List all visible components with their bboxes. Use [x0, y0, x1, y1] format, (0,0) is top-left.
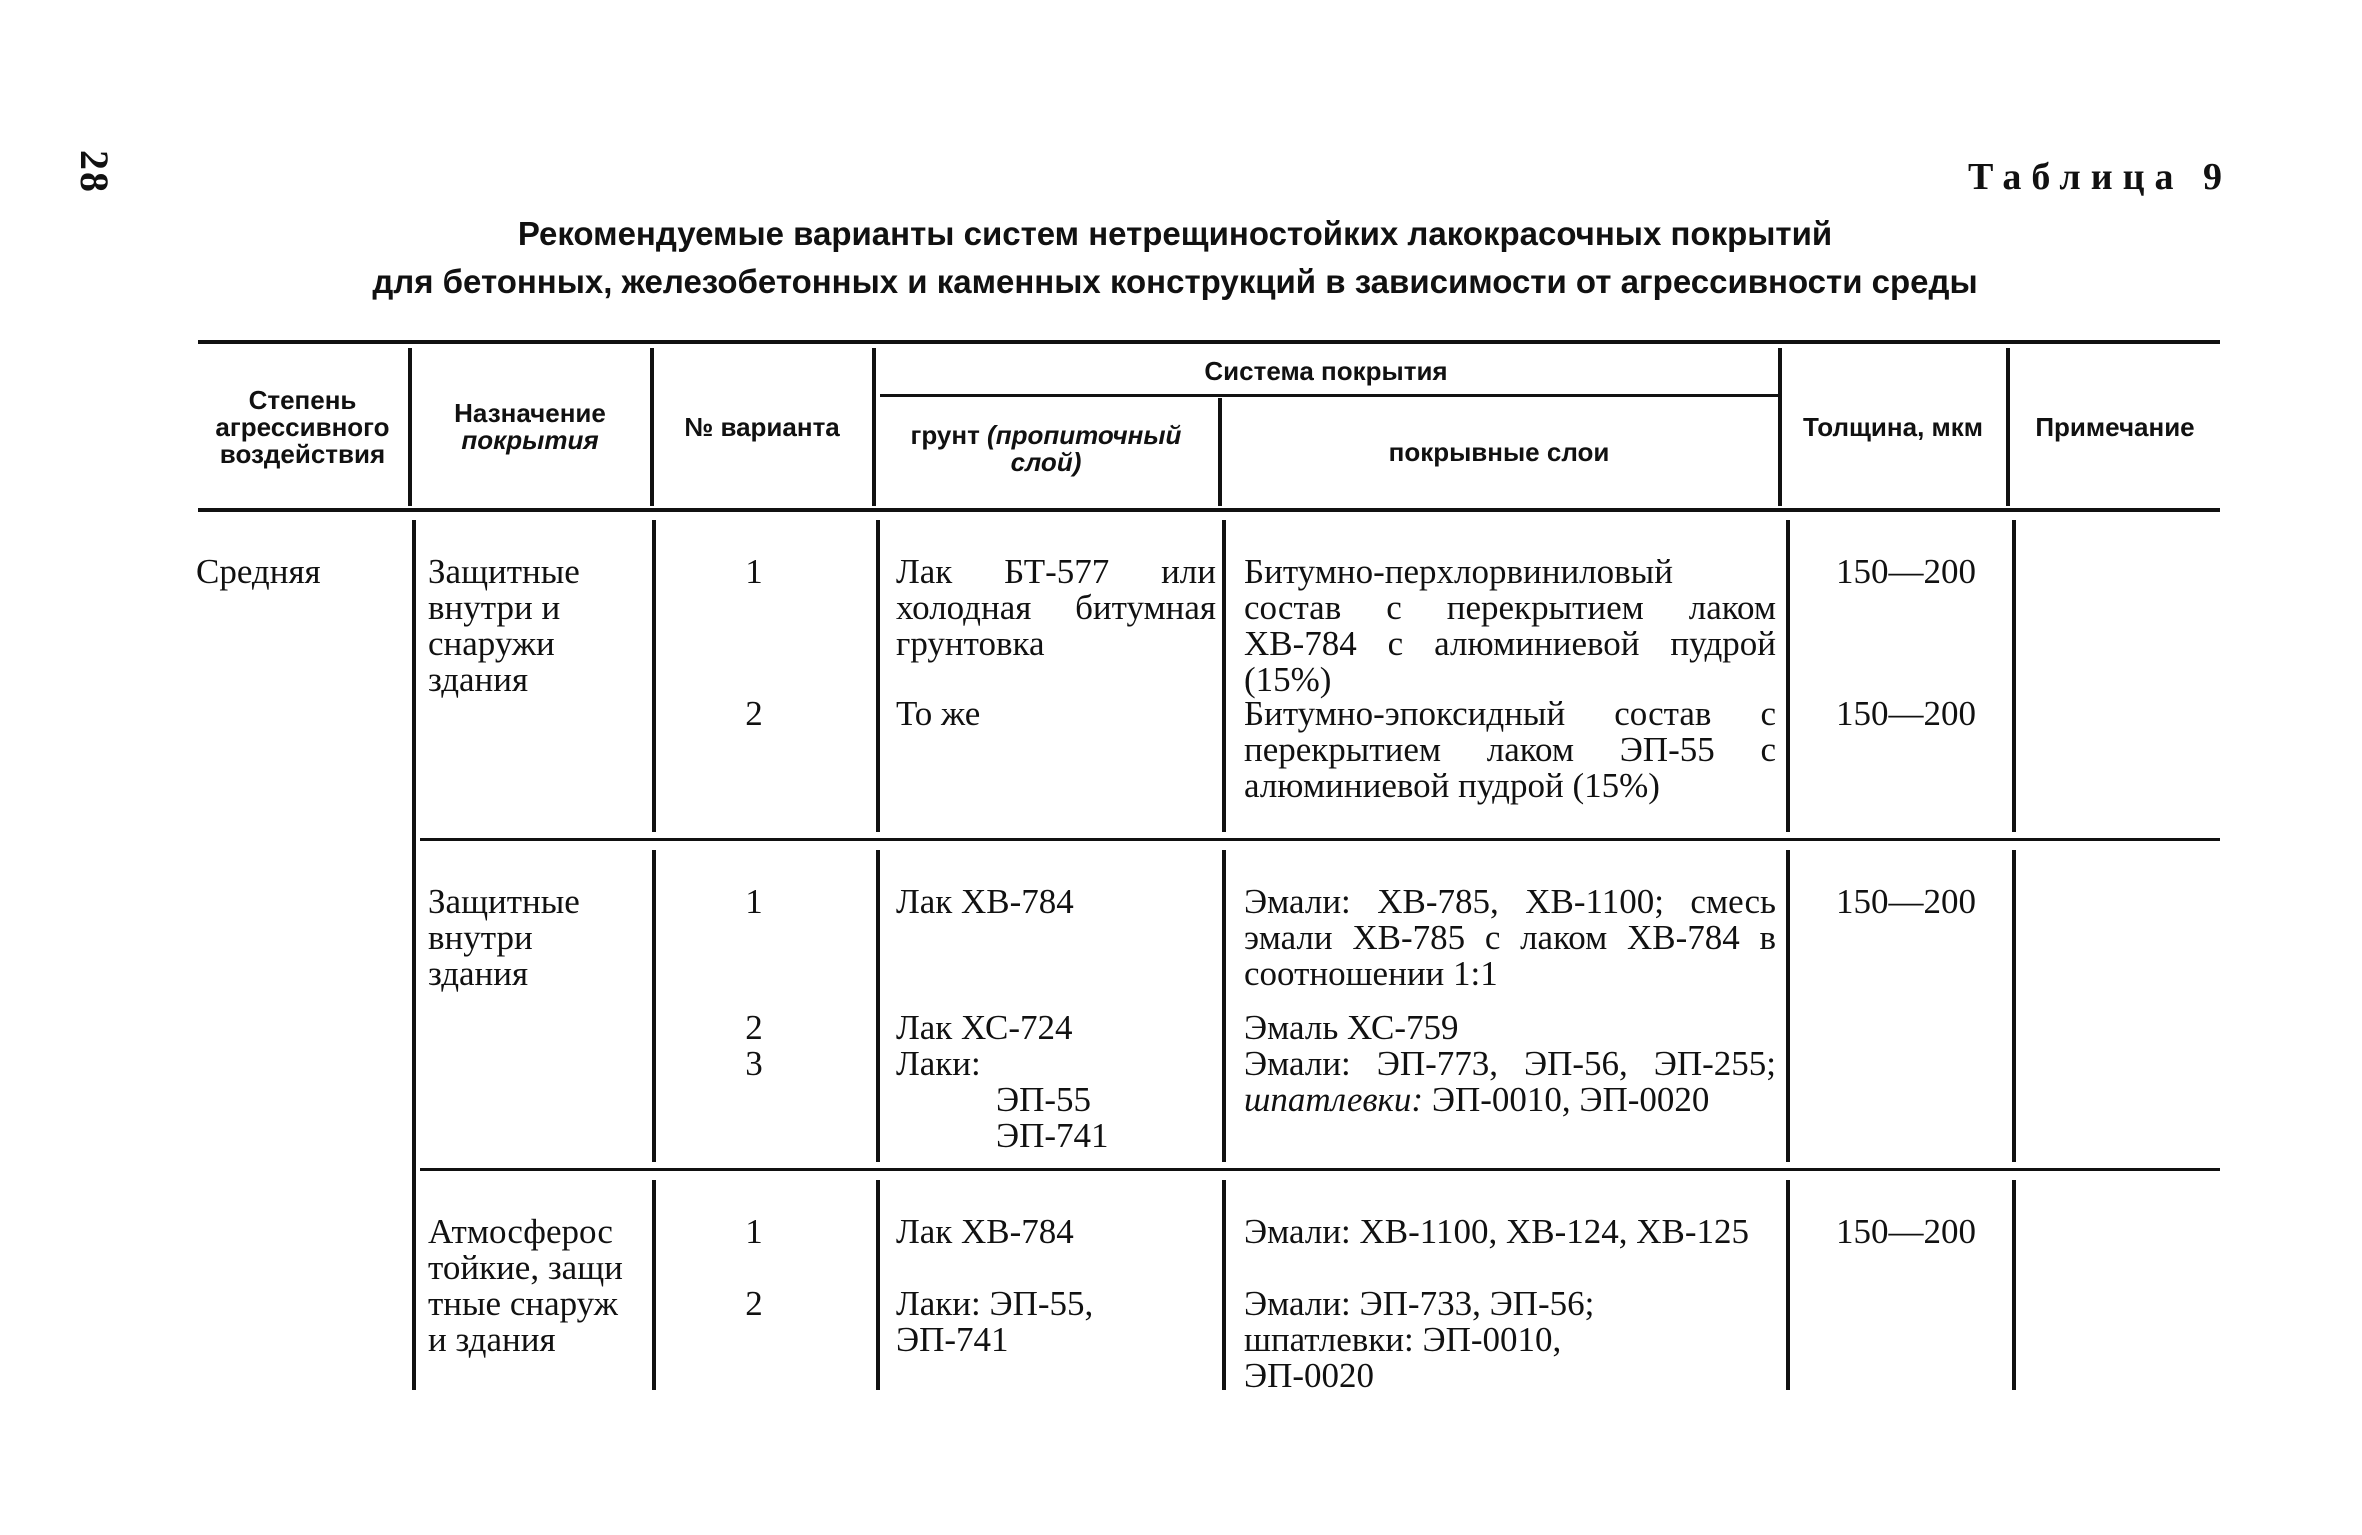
- table-top-rule: [198, 340, 2220, 344]
- table-title-line2: для бетонных, железобетонных и каменных конструкций в зависимости от агрессивности среды: [372, 263, 1978, 300]
- body-divider-3b: [876, 850, 880, 1162]
- body-divider-2b: [652, 850, 656, 1162]
- group2-row3-primer-item1: ЭП-55: [996, 1080, 1092, 1119]
- header-purpose-b: покрытия: [461, 425, 599, 455]
- group2-row3-layers: [1244, 1046, 1776, 1118]
- group1-row2-variant: 2: [745, 694, 763, 733]
- system-header-divider: [880, 394, 1778, 397]
- header-primer: [876, 398, 1216, 506]
- group2-separator: [420, 1168, 2220, 1171]
- header-variant: № варианта: [684, 411, 840, 442]
- group3-row2-variant: 2: [745, 1284, 763, 1323]
- header-purpose-a: Назначение: [454, 398, 606, 428]
- header-system: Система покрытия: [1204, 355, 1448, 386]
- group3-row1-variant: 1: [745, 1212, 763, 1251]
- group2-row3-primer-label: Лаки:: [896, 1044, 981, 1083]
- group1-row2-layers: Битумно-эпоксидный состав с перекрытием лаком ЭП-55 с алюминиевой пудрой (15%): [1244, 694, 1776, 805]
- body-divider-4c: [1222, 1180, 1226, 1390]
- group1-row1-primer: Лак БТ-577 или холодная битумная грунтовка: [896, 552, 1216, 663]
- header-note: Примечание: [2035, 411, 2195, 442]
- body-divider-6a: [2012, 520, 2016, 832]
- body-divider-5b: [1786, 850, 1790, 1162]
- group2-purpose: Защитные внутри здания: [428, 882, 580, 993]
- header-layers: покрывные слои: [1388, 436, 1610, 467]
- group3-purpose: Атмосферостойкие, защитные снаружи здания: [428, 1212, 623, 1359]
- group3-row2-primer: Лаки: ЭП-55, ЭП-741: [896, 1284, 1094, 1359]
- group2-row3-layers-b: шпатлевки:: [1244, 1080, 1424, 1119]
- table-label: Таблица 9: [1967, 156, 2232, 198]
- group1-row2-primer: То же: [896, 694, 981, 733]
- group2-row3-layers-a: Эмали: ЭП-773, ЭП-56, ЭП-255;: [1244, 1044, 1776, 1083]
- header-bottom-rule: [198, 508, 2220, 512]
- table-title-line1: Рекомендуемые варианты систем нетрещиностойких лакокрасочных покрытий: [517, 215, 1833, 252]
- header-primer-a: грунт: [910, 420, 980, 450]
- body-divider-2a: [652, 520, 656, 832]
- header-degree: Степень агрессивного воздействия: [215, 384, 390, 469]
- body-divider-5a: [1786, 520, 1790, 832]
- group2-row1-thickness: 150—200: [1836, 882, 1976, 921]
- group1-separator: [420, 838, 2220, 841]
- group2-row1-variant: 1: [745, 882, 763, 921]
- group2-row1-primer: Лак ХВ-784: [896, 882, 1074, 921]
- group1-row2-thickness: 150—200: [1836, 694, 1976, 733]
- group2-row1-layers: Эмали: ХВ-785, ХВ-1100; смесь эмали ХВ-785 с лаком ХВ-784 в соотношении 1:1: [1244, 882, 1776, 993]
- header-primer-b: (пропиточный слой): [987, 420, 1182, 477]
- group2-row2-layers: Эмаль ХС-759: [1244, 1008, 1459, 1047]
- group1-row1-thickness: 150—200: [1836, 552, 1976, 591]
- body-divider-5c: [1786, 1180, 1790, 1390]
- body-divider-4a: [1222, 520, 1226, 832]
- header-thickness: Толщина, мкм: [1802, 411, 1983, 442]
- group2-row3-variant: 3: [745, 1044, 763, 1083]
- group1-row1-layers: Битумно-перхлорвиниловый состав с перекрытием лаком ХВ-784 с алюминиевой пудрой (15%): [1244, 552, 1776, 699]
- body-divider-3c: [876, 1180, 880, 1390]
- body-divider-6b: [2012, 850, 2016, 1162]
- group2-row3-primer: [896, 1046, 1216, 1154]
- page-number: 28: [72, 150, 117, 194]
- header-purpose: [412, 348, 648, 506]
- body-divider-4b: [1222, 850, 1226, 1162]
- group3-row1-primer: Лак ХВ-784: [896, 1212, 1074, 1251]
- body-divider-3a: [876, 520, 880, 832]
- group3-row1-thickness: 150—200: [1836, 1212, 1976, 1251]
- group2-row2-variant: 2: [745, 1008, 763, 1047]
- group2-row3-primer-item2: ЭП-741: [996, 1116, 1109, 1155]
- body-divider-1: [412, 520, 416, 1390]
- group2-row2-primer: Лак ХС-724: [896, 1008, 1073, 1047]
- group3-row1-layers: Эмали: ХВ-1100, ХВ-124, ХВ-125: [1244, 1212, 1750, 1251]
- group2-row3-layers-c: ЭП-0010, ЭП-0020: [1431, 1080, 1710, 1119]
- group3-row2-layers: Эмали: ЭП-733, ЭП-56; шпатлевки: ЭП-0010, ЭП-0020: [1244, 1284, 1595, 1395]
- group1-row1-variant: 1: [745, 552, 763, 591]
- group1-purpose: Защитные внутри и снаружи здания: [428, 552, 580, 699]
- degree-cell: Средняя: [196, 552, 321, 591]
- body-divider-6c: [2012, 1180, 2016, 1390]
- body-divider-2c: [652, 1180, 656, 1390]
